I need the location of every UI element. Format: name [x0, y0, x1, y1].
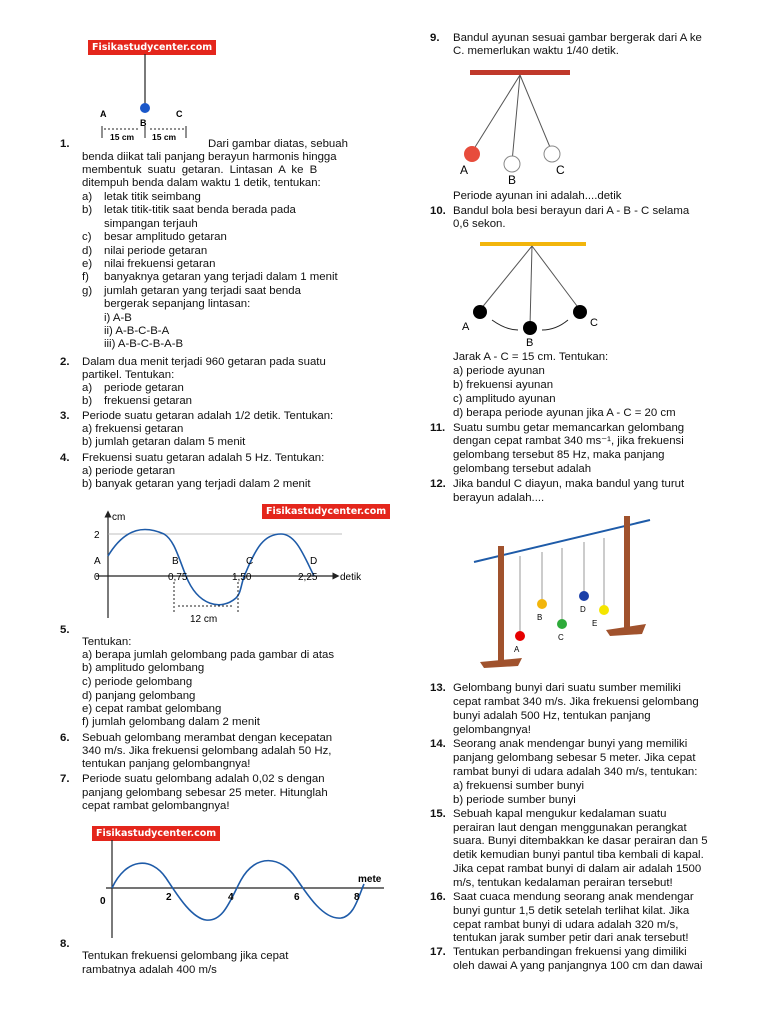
q4-line: a) periode getaran [82, 465, 176, 477]
q1-item-text: letak titik-titik saat benda berada pada [104, 204, 296, 217]
q7-line: panjang gelombang sebesar 25 meter. Hitunglah [82, 787, 328, 799]
q8-tick: 6 [294, 892, 300, 903]
q9-point-b: B [508, 173, 517, 186]
q1-item-marker: a) [82, 191, 93, 203]
q1-line: membentuk suatu getaran. Lintasan A ke B [82, 164, 318, 176]
q1-item-text: bergerak sepanjang lintasan: [104, 298, 251, 311]
q15-number: 15. [430, 808, 446, 820]
q7-line: cepat rambat gelombangnya! [82, 800, 230, 812]
q12-point-a: A [514, 645, 520, 654]
q10-after: d) berapa periode ayunan jika A - C = 20 cm [453, 407, 676, 419]
q5-span-label: 12 cm [190, 614, 218, 625]
q10-after: a) periode ayunan [453, 365, 545, 377]
q9-number: 9. [430, 32, 440, 44]
q5-number: 5. [60, 624, 70, 636]
q11-line: gelombang tersebut 85 Hz, maka panjang [453, 449, 665, 461]
q16-line: bunyi guntur 1,5 detik setelah terlihat kilat. Jika [453, 905, 690, 917]
q1-point-b: B [140, 118, 147, 128]
q16-line: Saat cuaca mendung seorang anak mendengar [453, 891, 694, 903]
q14-line: panjang gelombang sebesar 5 meter. Jika cepat [453, 752, 696, 764]
q8-tick: 8 [354, 892, 360, 903]
q7-number: 7. [60, 773, 70, 785]
q1-point-c: C [176, 109, 183, 119]
q13-number: 13. [430, 682, 446, 694]
q12-line: Jika bandul C diayun, maka bandul yang turut [453, 478, 685, 490]
wave-graph-q5 [86, 506, 376, 626]
q5-unit-y: cm [112, 512, 126, 523]
q1-line: benda diikat tali panjang berayun harmonis hingga [82, 151, 337, 163]
q5-line: e) cepat rambat gelombang [82, 703, 222, 715]
q12-line: berayun adalah.... [453, 492, 545, 504]
q8-unit-x: mete [358, 874, 382, 885]
q7-line: Periode suatu gelombang adalah 0,02 s dengan [82, 773, 325, 785]
q9-point-c: C [556, 163, 565, 177]
q8-number: 8. [60, 938, 70, 950]
q5-line: a) berapa jumlah gelombang pada gambar di atas [82, 649, 335, 661]
q1-item-marker: f) [82, 271, 89, 284]
q17-line: oleh dawai A yang panjangnya 100 cm dan dawai [453, 960, 703, 972]
q10-number: 10. [430, 205, 446, 217]
q14-line: a) frekuensi sumber bunyi [453, 780, 585, 792]
q1-item-text: banyaknya getaran yang terjadi dalam 1 menit [104, 271, 338, 284]
q1-right-distance: 15 cm [152, 132, 177, 142]
q2-item-marker: b) [82, 395, 93, 407]
q5-line: b) amplitudo gelombang [82, 662, 205, 674]
wave-graph-q8 [96, 838, 386, 944]
pendulum-figure-q10 [456, 238, 606, 348]
q6-line: tentukan panjang gelombangnya! [82, 758, 251, 770]
q5-point-c: C [246, 556, 254, 567]
q5-line: f) jumlah gelombang dalam 2 menit [82, 716, 260, 728]
q2-number: 2. [60, 356, 70, 368]
q8-tick: 0 [100, 896, 106, 907]
q8-line: Tentukan frekuensi gelombang jika cepat [82, 950, 289, 962]
q1-item-text: i) A-B [104, 311, 132, 324]
q5-y-max: 2 [94, 530, 100, 541]
q1-item-text: jumlah getaran yang terjadi saat benda [104, 284, 301, 297]
q5-zero: 0 [94, 572, 100, 583]
q6-line: 340 m/s. Jika frekuensi gelombang adalah 50 Hz, [82, 745, 332, 757]
q2-item-marker: a) [82, 382, 93, 394]
q17-line: Tentukan perbandingan frekuensi yang dimiliki [453, 946, 687, 958]
q13-line: cepat rambat 340 m/s. Jika frekuensi gelombang [453, 696, 699, 708]
q15-line: m/s, tentukan kedalaman perairan tersebut! [453, 877, 673, 889]
q1-item-list [82, 191, 338, 352]
q9-line: C. memerlukan waktu 1/40 detik. [453, 45, 619, 57]
q3-line: a) frekuensi getaran [82, 423, 184, 435]
q14-number: 14. [430, 738, 446, 750]
q16-number: 16. [430, 891, 446, 903]
q10-line: 0,6 sekon. [453, 218, 506, 230]
q11-number: 11. [430, 422, 446, 434]
q9-point-a: A [460, 163, 469, 177]
q12-point-d: D [580, 605, 586, 614]
q10-point-a: A [462, 321, 470, 333]
q1-item-text: letak titik seimbang [104, 191, 201, 203]
pendulum-figure-q9 [456, 66, 586, 186]
q5-tick: 2,25 [298, 572, 318, 583]
q2-item-text: periode getaran [104, 382, 184, 394]
q12-point-b: B [537, 613, 543, 622]
q10-after: b) frekuensi ayunan [453, 379, 554, 391]
q8-line: rambatnya adalah 400 m/s [82, 964, 217, 976]
q12-number: 12. [430, 478, 446, 490]
q1-line: ditempuh benda dalam waktu 1 detik, tentukan: [82, 177, 321, 189]
q4-number: 4. [60, 452, 70, 464]
q9-question: Periode ayunan ini adalah....detik [453, 190, 622, 202]
q15-line: perairan laut dengan menggunakan perangkat [453, 822, 687, 834]
q8-tick: 2 [166, 892, 172, 903]
q1-item-marker: d) [82, 244, 93, 257]
q10-after: Jarak A - C = 15 cm. Tentukan: [453, 351, 609, 363]
q5-line: c) periode gelombang [82, 676, 193, 688]
q8-tick: 4 [228, 892, 234, 903]
site-logo: Fisikastudycenter.com [88, 40, 216, 55]
q2-item-text: frekuensi getaran [104, 395, 193, 407]
q3-line: Periode suatu getaran adalah 1/2 detik. Tentukan: [82, 410, 334, 422]
q5-point-a: A [94, 556, 101, 567]
q1-item-text: iii) A-B-C-B-A-B [104, 338, 184, 351]
q15-line: detik kemudian bunyi pantul tiba kembali di kapal. [453, 849, 704, 861]
q1-item-text: nilai periode getaran [104, 244, 208, 257]
q6-number: 6. [60, 732, 70, 744]
q13-line: Gelombang bunyi dari suatu sumber memiliki [453, 682, 681, 694]
q2-line: Dalam dua menit terjadi 960 getaran pada suatu [82, 356, 326, 368]
q4-line: Frekuensi suatu getaran adalah 5 Hz. Tentukan: [82, 452, 325, 464]
q1-item-marker: c) [82, 231, 92, 244]
q10-line: Bandul bola besi berayun dari A - B - C selama [453, 205, 690, 217]
q15-line: Jika cepat rambat bunyi di dalam air adalah 1500 [453, 863, 702, 875]
q5-point-b: B [172, 556, 179, 567]
site-logo: Fisikastudycenter.com [92, 826, 220, 841]
q14-line: Seorang anak mendengar bunyi yang memiliki [453, 738, 688, 750]
q15-line: suara. Bunyi ditembakkan ke dasar perairan dan 5 [453, 835, 708, 847]
q10-after: c) amplitudo ayunan [453, 393, 556, 405]
q2-line: partikel. Tentukan: [82, 369, 175, 381]
q12-point-c: C [558, 633, 564, 642]
q11-line: gelombang tersebut adalah [453, 463, 592, 475]
q1-point-a: A [100, 109, 107, 119]
q16-line: cepat rambat bunyi di udara adalah 320 m/s, [453, 919, 679, 931]
q1-line: Dari gambar diatas, sebuah [208, 138, 348, 150]
q1-number: 1. [60, 138, 70, 150]
q17-number: 17. [430, 946, 446, 958]
q11-line: dengan cepat rambat 340 ms⁻¹, jika frekuensi [453, 435, 684, 447]
q5-tick: 1,50 [232, 572, 252, 583]
q5-unit-x: detik [340, 572, 362, 583]
q1-item-text: nilai frekuensi getaran [104, 257, 216, 270]
q10-point-c: C [590, 317, 598, 329]
q5-line: Tentukan: [82, 636, 132, 648]
pendulum-figure-q1 [90, 52, 200, 142]
q1-left-distance: 15 cm [110, 132, 135, 142]
q5-point-d: D [310, 556, 318, 567]
q1-item-marker: g) [82, 284, 93, 297]
q13-line: bunyi adalah 500 Hz, tentukan panjang [453, 710, 651, 722]
q11-line: Suatu sumbu getar memancarkan gelombang [453, 422, 685, 434]
q4-line: b) banyak getaran yang terjadi dalam 2 menit [82, 478, 311, 490]
q3-line: b) jumlah getaran dalam 5 menit [82, 436, 246, 448]
q10-point-b: B [526, 337, 534, 348]
site-logo: Fisikastudycenter.com [262, 504, 390, 519]
q12-point-e: E [592, 619, 598, 628]
q1-item-marker: e) [82, 257, 93, 270]
q1-item-text: ii) A-B-C-B-A [104, 324, 170, 337]
coupled-pendulum-figure-q12 [470, 510, 660, 670]
q5-tick: 0,75 [168, 572, 188, 583]
q13-line: gelombangnya! [453, 724, 531, 736]
q14-line: rambat bunyi di udara adalah 340 m/s, tentukan: [453, 766, 698, 778]
q16-line: tentukan jarak sumber petir dari anak tersebut! [453, 932, 689, 944]
q1-item-marker: b) [82, 204, 93, 217]
q9-line: Bandul ayunan sesuai gambar bergerak dari A ke [453, 32, 702, 44]
q15-line: Sebuah kapal mengukur kedalaman suatu [453, 808, 667, 820]
q1-item-text: besar amplitudo getaran [104, 231, 227, 244]
q5-line: d) panjang gelombang [82, 690, 196, 702]
q3-number: 3. [60, 410, 70, 422]
q1-item-text: simpangan terjauh [104, 217, 198, 230]
q14-line: b) periode sumber bunyi [453, 794, 576, 806]
q6-line: Sebuah gelombang merambat dengan kecepatan [82, 732, 333, 744]
